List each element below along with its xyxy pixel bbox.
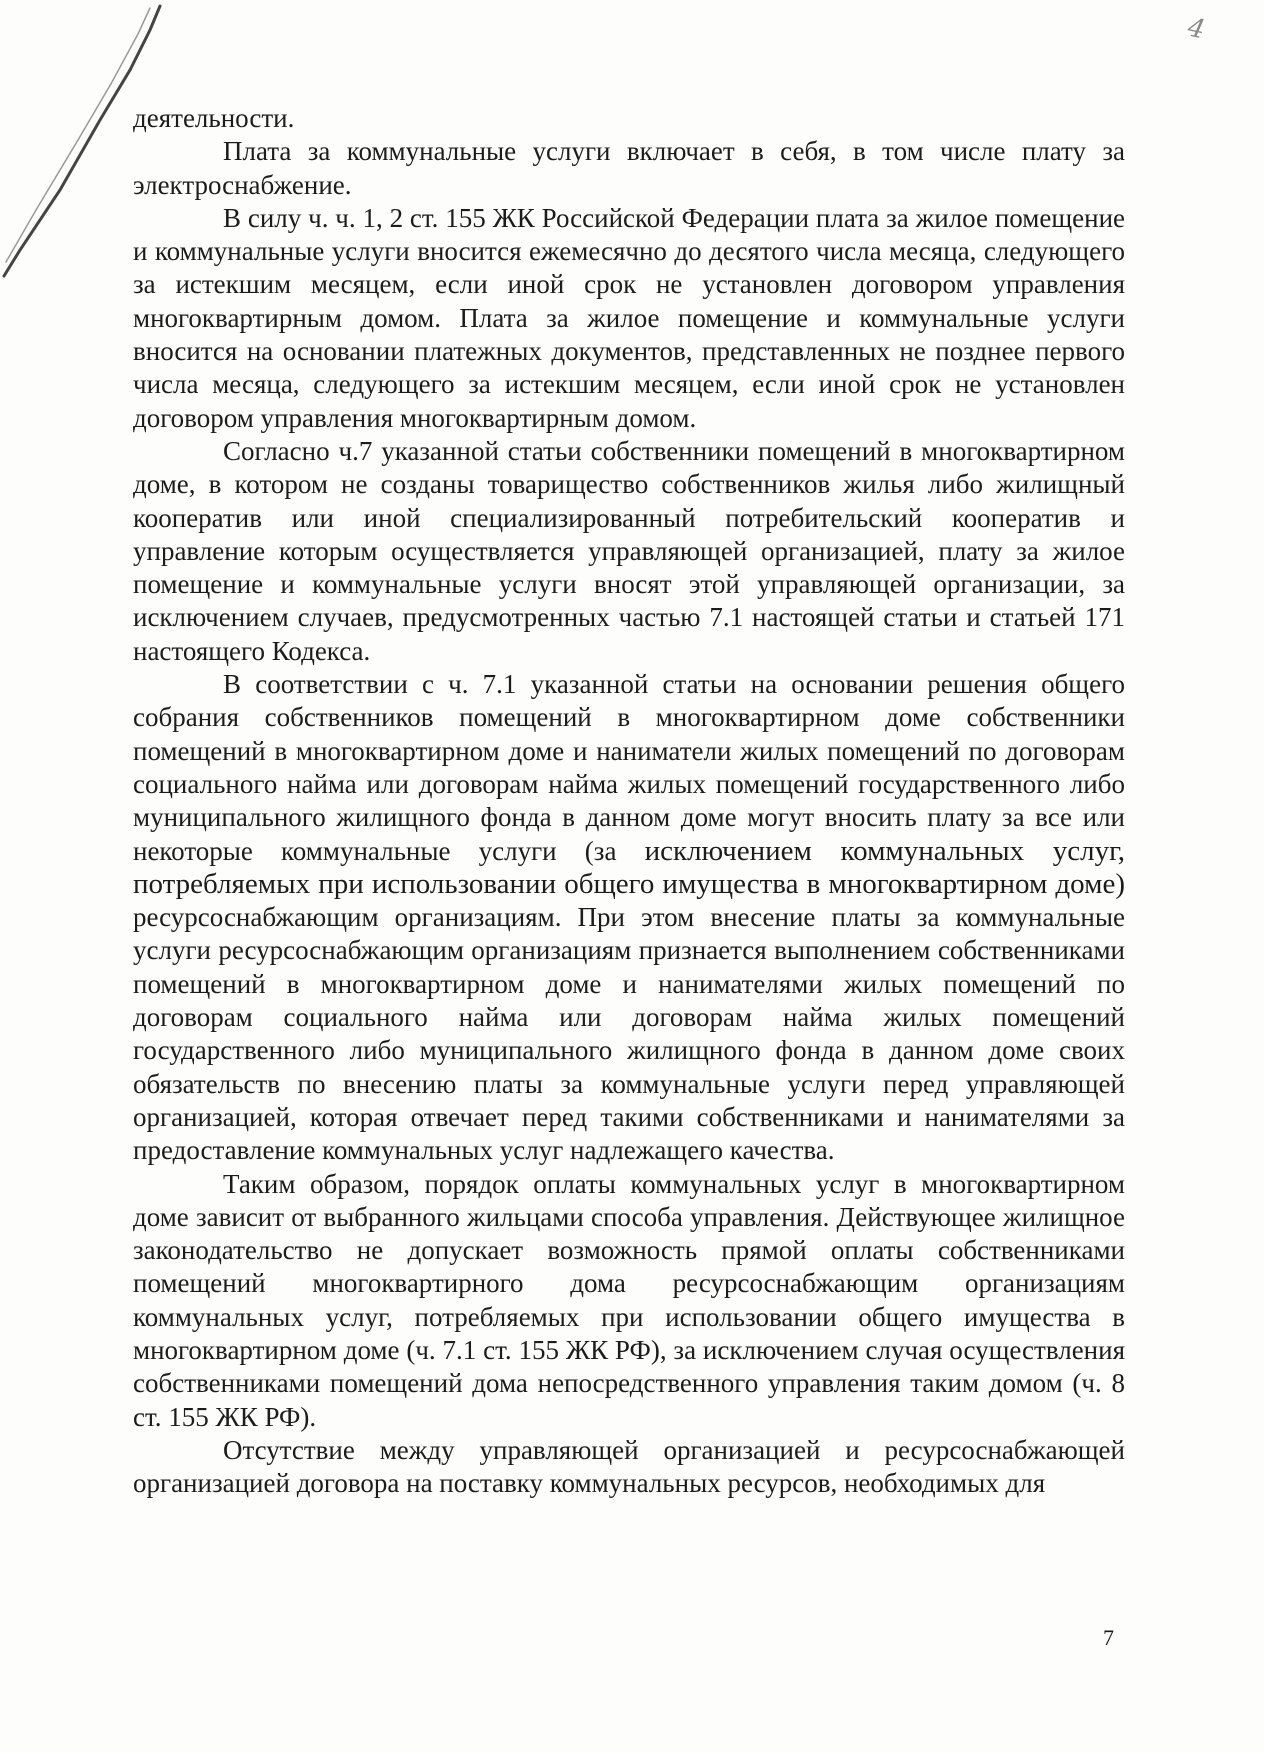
- corner-handwritten-mark: 4: [1185, 12, 1208, 46]
- paragraph-5: [133, 668, 1125, 1167]
- paragraph-5-part-3: ресурсоснабжающим организациям. При этом внесение платы за коммунальные услуги ресурсоснабжающим организациям признается выполнением собственниками помещений в многоквартирном доме и нанимателями жилых помещений по договорам социального найма или договорам найма жилых помещений государственного либо муниципального жилищного фонда в данном доме своих обязательств по внесению платы за коммунальные услуги перед управляющей организацией, которая отвечает перед такими собственниками и нанимателями за предоставление коммунальных услуг надлежащего качества.: [133, 902, 1125, 1166]
- paragraph-6: Таким образом, порядок оплаты коммунальных услуг в многоквартирном доме зависит от выбранного жильцами способа управления. Действующее жилищное законодательство не допускает возможность прямой оплаты собственниками помещений многоквартирного дома ресурсоснабжающим организациям коммунальных услуг, потребляемых при использовании общего имущества в многоквартирном доме (ч. 7.1 ст. 155 ЖК РФ), за исключением случая осуществления собственниками помещений дома непосредственного управления таким домом (ч. 8 ст. 155 ЖК РФ).: [133, 1168, 1125, 1432]
- paragraph-5-part-1: В соответствии с ч. 7.1 указанной статьи на основании решения общего собрания собственников помещений в многоквартирном доме собственники помещений в многоквартирном доме и наниматели жилых помещений по договорам социального найма или договорам найма жилых помещений государственного либо муниципального жилищного фонда в данном доме могут вносить плату за все или некоторые коммунальные услуги (за: [133, 669, 1125, 866]
- paragraph-5-part-2: исключением коммунальных услуг, потребляемых при использовании общего имущества в многоквартирном доме): [133, 834, 1125, 900]
- page-number: 7: [1103, 1625, 1114, 1650]
- paragraph-7: Отсутствие между управляющей организацией и ресурсоснабжающей организацией договора на поставку коммунальных ресурсов, необходимых для: [133, 1434, 1125, 1499]
- paragraph-2: Плата за коммунальные услуги включает в себя, в том числе плату за электроснабжение.: [133, 136, 1125, 200]
- paragraph-3: В силу ч. ч. 1, 2 ст. 155 ЖК Российской Федерации плата за жилое помещение и коммунальные услуги вносится ежемесячно до десятого числа месяца, следующего за истекшим месяцем, если иной срок не установлен договором управления многоквартирным домом. Плата за жилое помещение и коммунальные услуги вносится на основании платежных документов, представленных не позднее первого числа месяца, следующего за истекшим месяцем, если иной срок не установлен договором управления многоквартирным домом.: [133, 202, 1125, 433]
- paragraph-4: Согласно ч.7 указанной статьи собственники помещений в многоквартирном доме, в котором не созданы товарищество собственников жилья либо жилищный кооператив или иной специализированный потребительский кооператив и управление которым осуществляется управляющей организацией, плату за жилое помещение и коммунальные услуги вносят этой управляющей организации, за исключением случаев, предусмотренных частью 7.1 настоящей статьи и статьей 171 настоящего Кодекса.: [133, 435, 1125, 666]
- paragraph-1: деятельности.: [133, 103, 295, 133]
- document-body: [133, 102, 1125, 1500]
